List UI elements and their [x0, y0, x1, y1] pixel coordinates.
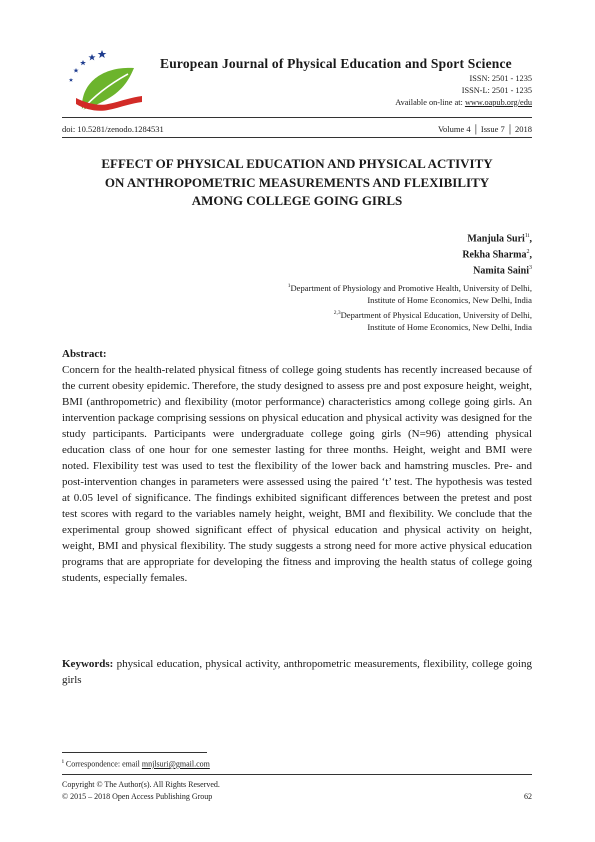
- email-link[interactable]: mnjlsuri@gmail.com: [141, 759, 210, 769]
- affiliation: $^{2,3}$Department of Physical Education, University of Delhi, Institute of Home Economics, New Delhi, India: [333, 309, 532, 332]
- title-line: ON ANTHROPOMETRIC MEASUREMENTS AND FLEXIBILITY: [104, 174, 490, 190]
- affiliation: $^1$Department of Physiology and Promotive Health, University of Delhi, Institute of Home Economics, New Delhi, India: [287, 282, 532, 305]
- journal-logo: [62, 48, 148, 114]
- publisher-line: © 2015 – 2018 Open Access Publishing Group: [62, 792, 213, 801]
- keywords-text: physical education, physical activity, anthropometric measurements, flexibility, college going girls: [62, 658, 532, 686]
- footnote-rule: [62, 752, 207, 753]
- volume-issue-year: Volume 4 │ Issue 7 │ 2018: [437, 124, 532, 134]
- header-rule: [62, 117, 532, 118]
- keywords-label: Keywords:: [62, 658, 114, 670]
- journal-title: European Journal of Physical Education and Sport Science: [160, 56, 512, 71]
- title-line: AMONG COLLEGE GOING GIRLS: [191, 193, 403, 208]
- title-line: EFFECT OF PHYSICAL EDUCATION AND PHYSICAL ACTIVITY: [101, 156, 493, 171]
- abstract-text: Concern for the health-related physical fitness of college going students has recently increased because of the current obesity epidemic. Therefore, the study designed to assess pre and post exposure height, weight, BMI (anthropometric) and flexibility (motor performance) characteristics among college going girls. An intervention package comprising sessions on physical education and physical activity was designed for the study participants. Participants were undergraduate college going girls (N=96) attending physical education class of one hour for one semester lasting for three months. Height, weight and BMI were noted. Flexibility test was used to test the flexibility of the lower back and hamstring muscles. Pre- and post-intervention changes in parameters were assessed using the paired ‘t’ test. The hypothesis was tested at 0.05 level of significance. The findings exhibited significant differences between the pretest and post test scores with regard to the variables namely height, weight, BMI and flexibility. We conclude that the experimental group showed significant effect of physical education and physical activity on height, weight, BMI and physical flexibility. The study suggests a strong need for more active physical education programs that are appropriate for developing the fitness and improving the health status of college going students, especially females.: [62, 364, 532, 584]
- author: Manjula Suri$^{1i}$,: [467, 233, 532, 245]
- doi: doi: 10.5281/zenodo.1284531: [62, 124, 164, 134]
- issn: ISSN: 2501 - 1235: [469, 74, 532, 83]
- info-rule: [62, 137, 532, 138]
- author: Rekha Sharma$^2$,: [462, 249, 532, 261]
- article-title: [62, 155, 532, 211]
- journal-url-link[interactable]: www.oapub.org/edu: [464, 98, 532, 107]
- abstract-heading: Abstract:: [62, 348, 107, 360]
- author: Namita Saini$^3$: [473, 265, 532, 277]
- correspondence-footnote: $^i$ Correspondence: email mnjlsuri@gmail.com: [62, 758, 210, 769]
- footer-rule: [62, 774, 532, 775]
- issn-l: ISSN-L: 2501 - 1235: [461, 86, 532, 95]
- online-prefix: Available on-line at:: [395, 98, 465, 107]
- copyright: Copyright © The Author(s). All Rights Reserved.: [62, 780, 220, 789]
- page-number: 62: [524, 792, 532, 801]
- online-availability: [395, 98, 532, 107]
- keywords: [62, 656, 532, 688]
